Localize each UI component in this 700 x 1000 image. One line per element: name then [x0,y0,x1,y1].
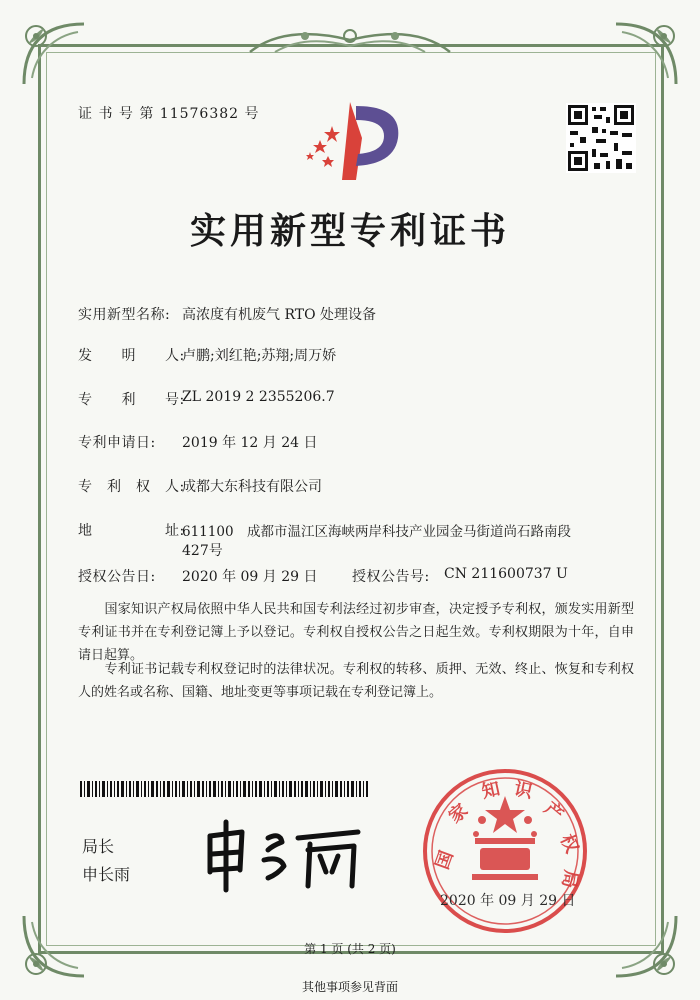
page-number: 第 1 页 (共 2 页) [304,942,396,956]
filing-date-value: 2019 年 12 月 24 日 [182,435,318,451]
inventor-value: 卢鹏;刘红艳;苏翔;周万娇 [182,348,337,364]
svg-text:家: 家 [444,799,473,828]
seal-date: 2020 年 09 月 29 日 [440,893,576,909]
patent-number-label: 专 利 号: [78,392,185,408]
certificate-number: 证 书 号 第 11576382 号 [78,106,260,122]
corner-ornament-top-left [14,14,94,94]
address-line-2: 427号 [182,543,223,559]
patent-office-logo [298,96,406,184]
grant-date-label: 授权公告日: [78,569,156,585]
grant-statement-paragraph: 国家知识产权局依照中华人民共和国专利法经过初步审查，决定授予专利权，颁发实用新型专利证书并在专利登记簿上予以登记。专利权自授权公告之日起生效。专利权期限为十年，自申请日起算。 [78,602,634,663]
patentee-value: 成都大东科技有限公司 [182,479,322,495]
signatory-title: 局长 [82,837,115,856]
signatory-name: 申长雨 [82,865,131,884]
svg-text:国: 国 [431,848,458,873]
svg-text:权: 权 [555,831,583,857]
svg-text:产: 产 [539,797,568,826]
grant-number-label: 授权公告号: [352,569,430,585]
svg-text:局: 局 [557,868,582,890]
certificate-title: 实用新型专利证书 [189,210,510,252]
qr-code [566,103,636,173]
svg-text:识: 识 [512,778,535,803]
patent-number-value: ZL 2019 2 2355206.7 [182,389,335,405]
name-value: 高浓度有机废气 RTO 处理设备 [182,307,377,323]
barcode [80,781,368,797]
address-label: 地 址: [78,523,185,539]
legal-status-paragraph: 专利证书记载专利权登记时的法律状况。专利权的转移、质押、无效、终止、恢复和专利权人的姓名或名称、国籍、地址变更等事项记载在专利登记簿上。 [78,662,634,700]
name-label: 实用新型名称: [78,307,171,323]
grant-date-value: 2020 年 09 月 29 日 [182,569,318,585]
handwritten-signature [198,816,368,896]
patentee-label: 专 利 权 人: [78,479,185,495]
official-seal [420,766,590,936]
corner-ornament-top-right [606,14,686,94]
inventor-label: 发 明 人: [78,348,185,364]
grant-number-value: CN 211600737 U [444,566,568,582]
svg-text:知: 知 [479,778,502,803]
top-scroll-ornament [245,22,455,60]
filing-date-label: 专利申请日: [78,435,156,451]
address-line-1: 611100 成都市温江区海峡两岸科技产业园金马街道尚石路南段 [182,524,572,540]
footer-note: 其他事项参见背面 [301,980,398,994]
